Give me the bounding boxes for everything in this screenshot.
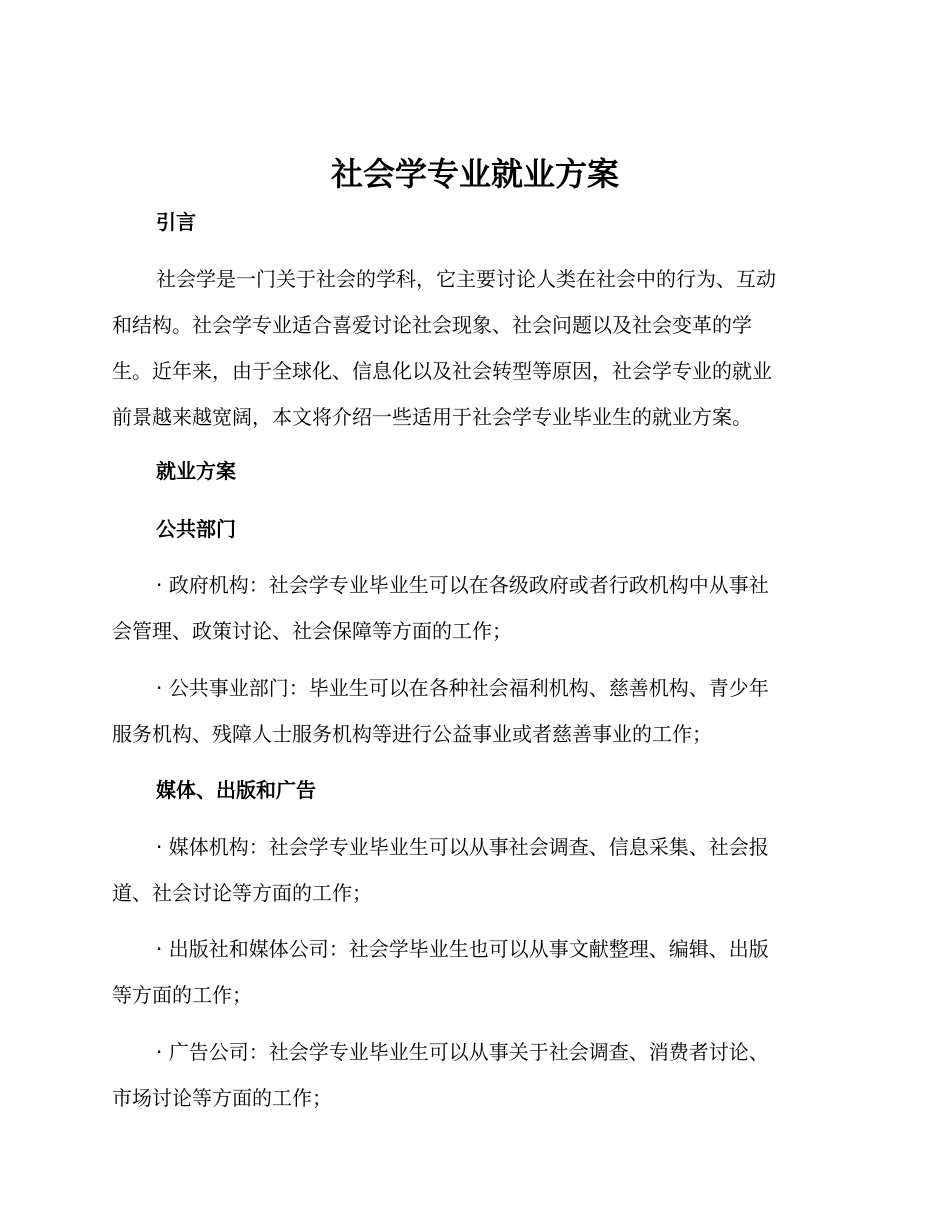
subsection-heading-public: 公共部门: [156, 517, 236, 541]
public-item-public-service: [112, 665, 832, 757]
media-item-media-institutions: [112, 824, 832, 916]
intro-line-3: 生。近年来，由于全球化、信息化以及社会转型等原因，社会学专业的就业: [112, 359, 772, 383]
public-item2-line-1: · 公共事业部门：毕业生可以在各种社会福利机构、慈善机构、青少年: [156, 676, 769, 700]
media-item3-line-2: 市场讨论等方面的工作；: [112, 1086, 332, 1110]
public-item-government: [112, 562, 832, 654]
intro-line-2: 和结构。社会学专业适合喜爱讨论社会现象、社会问题以及社会变革的学: [112, 313, 752, 337]
section-heading-plans: 就业方案: [156, 459, 236, 483]
public-item1-line-1: · 政府机构：社会学专业毕业生可以在各级政府或者行政机构中从事社: [156, 573, 769, 597]
media-item2-line-2: 等方面的工作；: [112, 983, 252, 1007]
media-item-publishing: [112, 926, 832, 1018]
media-item1-line-1: · 媒体机构：社会学专业毕业生可以从事社会调查、信息采集、社会报: [156, 835, 769, 859]
document-title: 社会学专业就业方案: [330, 155, 619, 193]
intro-line-4: 前景越来越宽阔，本文将介绍一些适用于社会学专业毕业生的就业方案。: [112, 405, 752, 429]
public-item2-line-2: 服务机构、残障人士服务机构等进行公益事业或者慈善事业的工作；: [112, 722, 712, 746]
section-heading-intro: 引言: [156, 210, 196, 234]
public-item1-line-2: 会管理、政策讨论、社会保障等方面的工作；: [112, 619, 512, 643]
media-item2-line-1: · 出版社和媒体公司：社会学毕业生也可以从事文献整理、编辑、出版: [156, 937, 769, 961]
intro-paragraph: [112, 256, 832, 440]
media-item3-line-1: · 广告公司：社会学专业毕业生可以从事关于社会调查、消费者讨论、: [156, 1040, 769, 1064]
intro-line-1: 社会学是一门关于社会的学科，它主要讨论人类在社会中的行为、互动: [156, 267, 776, 291]
media-item1-line-2: 道、社会讨论等方面的工作；: [112, 881, 372, 905]
media-item-advertising: [112, 1029, 832, 1121]
subsection-heading-media: 媒体、出版和广告: [156, 778, 316, 802]
